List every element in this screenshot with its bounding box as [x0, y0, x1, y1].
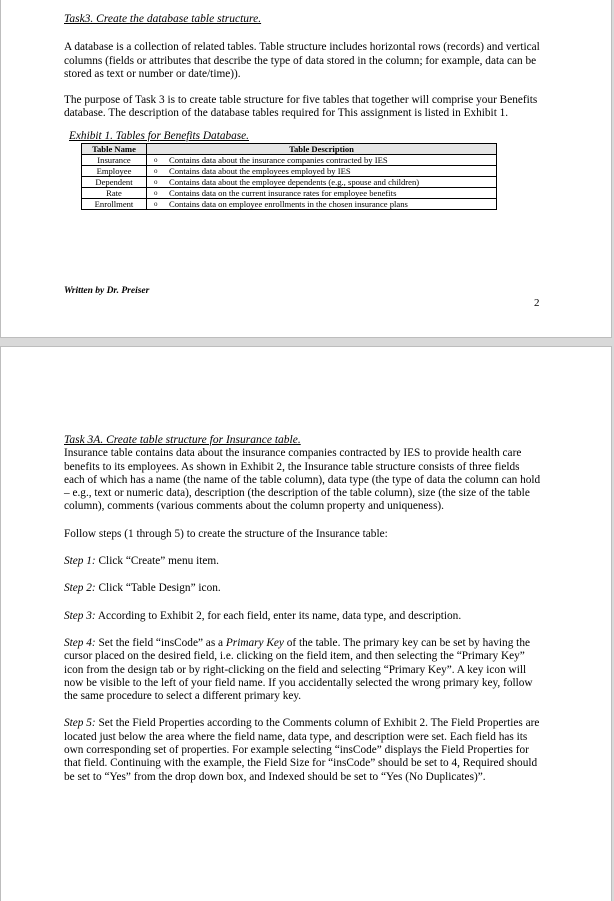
table-row	[82, 155, 497, 166]
step-label: Step 3:	[64, 609, 96, 622]
step-4	[64, 637, 542, 703]
table-header-row	[82, 144, 497, 155]
table-description-cell	[147, 188, 497, 199]
bullet-icon: o	[154, 167, 158, 176]
step-label: Step 1:	[64, 555, 96, 568]
step-label: Step 2:	[64, 582, 96, 595]
page-number: 2	[534, 297, 540, 309]
task3-purpose-paragraph: The purpose of Task 3 is to create table structure for five tables that together will comprise your Benefits database. The description of the database tables required for This assignment is listed in Exhibit 1.	[64, 94, 538, 120]
table-row	[82, 166, 497, 177]
step-text: Click “Table Design” icon.	[98, 582, 221, 595]
author-footer: Written by Dr. Preiser	[64, 286, 150, 296]
insurance-table-intro-paragraph: Insurance table contains data about the insurance companies contracted by IES to provide health care benefits to its employees. As shown in Exhibit 2, the Insurance table structure consists of three fields each of which has a name (the name of the table column), data type (the type of data the column can hold – e.g., text or numeric data), description (the description of the table column), size (the size of the table column), comments (various comments about the column property and uniqueness).	[64, 447, 541, 513]
bullet-icon: o	[154, 200, 158, 209]
step-1	[64, 555, 542, 568]
step-label: Step 4:	[64, 636, 96, 649]
header-table-name: Table Name	[82, 144, 147, 155]
table-description-cell	[147, 177, 497, 188]
task3-title: Task3. Create the database table structure.	[64, 13, 262, 25]
table-description-cell	[147, 199, 497, 210]
table-name-cell: Enrollment	[82, 199, 147, 210]
table-name-cell: Employee	[82, 166, 147, 177]
bullet-icon: o	[154, 189, 158, 198]
description-text: Contains data about the employees employed by IES	[169, 166, 351, 177]
page-2-content	[64, 434, 542, 798]
step-label: Step 5:	[64, 717, 96, 730]
database-definition-paragraph: A database is a collection of related tables. Table structure includes horizontal rows (records) and vertical columns (fields or attributes that describe the type of data stored in the column; for example, data can be stored as text or number or date/time)).	[64, 41, 540, 80]
table-description-cell	[147, 166, 497, 177]
table-row	[82, 188, 497, 199]
step-2	[64, 582, 542, 595]
description-text: Contains data about the employee dependents (e.g., spouse and children)	[169, 177, 420, 188]
exhibit-1-caption: Exhibit 1. Tables for Benefits Database.	[69, 129, 250, 142]
follow-steps-paragraph: Follow steps (1 through 5) to create the structure of the Insurance table:	[64, 527, 388, 540]
table-description-cell	[147, 155, 497, 166]
table-row	[82, 177, 497, 188]
step-5	[64, 717, 542, 783]
step-3	[64, 610, 542, 623]
task3a-title: Task 3A. Create table structure for Insurance table.	[64, 434, 301, 446]
bullet-icon: o	[154, 156, 158, 165]
step-text: According to Exhibit 2, for each field, enter its name, data type, and description.	[97, 609, 462, 622]
document-page-2	[0, 346, 612, 901]
document-page-1	[0, 0, 612, 338]
exhibit-1-table	[81, 143, 497, 210]
step-text: Set the Field Properties according to the Comments column of Exhibit 2. The Field Properties are located just below the area where the field name, data type, and description were set. Each field has its own corresponding set of properties. For example selecting “insCode” displays the Field Properties for that field. Continuing with the example, the Field Size for “insCode” should be set to 4, Required should be set to “Yes” from the drop down box, and Indexed should be set to “Yes (No Duplicates)”.	[64, 717, 540, 783]
step-text: Click “Create” menu item.	[98, 555, 219, 568]
step-text-before: Set the field “insCode” as a	[98, 636, 226, 649]
table-row	[82, 199, 497, 210]
primary-key-emphasis: Primary Key	[225, 636, 284, 649]
description-text: Contains data about the insurance companies contracted by IES	[169, 155, 388, 166]
table-name-cell: Rate	[82, 188, 147, 199]
description-text: Contains data on employee enrollments in the chosen insurance plans	[169, 199, 408, 210]
description-text: Contains data on the current insurance rates for employee benefits	[169, 188, 397, 199]
header-table-description: Table Description	[147, 144, 497, 155]
step-text-after: of the table. The primary key can be set by having the cursor placed on the desired field, i.e. clicking on the field item, and then selecting the “Primary Key” icon from the design tab or by right-clicking on the field and selecting “Primary Key”. A key icon will now be visible to the left of your field name. If you accidentally selected the wrong primary key, follow the same procedure to select a different primary key.	[64, 636, 533, 703]
page-1-content	[64, 13, 542, 210]
table-name-cell: Dependent	[82, 177, 147, 188]
table-name-cell: Insurance	[82, 155, 147, 166]
bullet-icon: o	[154, 178, 158, 187]
